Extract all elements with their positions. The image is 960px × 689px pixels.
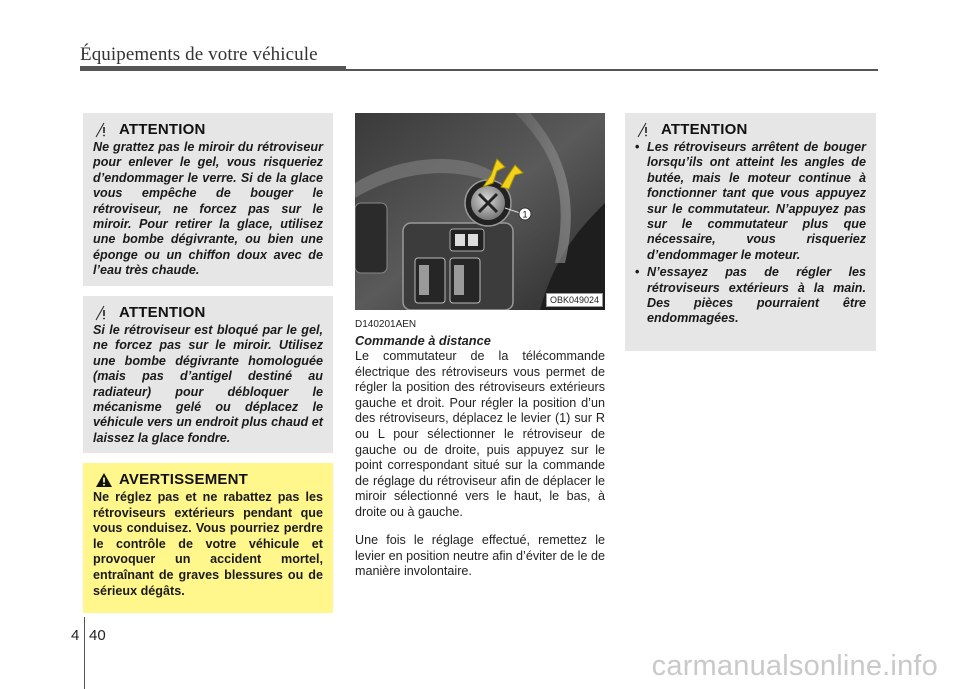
attention-bullet: • Les rétroviseurs arrêtent de bouger lorsqu’ils ont atteint les angles de butée, mais le moteur continue à fonctionner tant que vous appuyez sur le commutateur. N’appuyez pas sur le commutateur plus que nécessaire, vous risqueriez d’endommager le moteur. — [635, 140, 866, 263]
section-paragraph-2: Une fois le réglage effectué, remettez le levier en position neutre afin d’éviter de le de manière involontaire. — [355, 533, 605, 579]
attention-box-motor — [625, 113, 876, 351]
section-code: D140201AEN — [355, 319, 417, 330]
page-header-title: Équipements de votre véhicule — [80, 44, 318, 65]
attention-box-frozen — [83, 296, 333, 453]
attention-title: ATTENTION — [119, 304, 206, 321]
header-rule-thin — [346, 69, 878, 71]
attention-header — [95, 121, 323, 138]
warning-box — [83, 463, 333, 613]
footer-page-number: 40 — [89, 627, 106, 644]
door-panel-illustration — [355, 113, 605, 310]
attention-box-scraping — [83, 113, 333, 286]
attention-bullet: • N’essayez pas de régler les rétroviseurs extérieurs à la main. Des pièces pourraient être endommagées. — [635, 265, 866, 327]
warning-header — [95, 471, 323, 488]
watermark: carmanualsonline.info — [651, 650, 938, 682]
warning-title: AVERTISSEMENT — [119, 471, 249, 488]
attention-text: Si le rétroviseur est bloqué par le gel, ne forcez pas sur le miroir. Utilisez une bombe dégivrante homologuée (mais pas d’antigel destiné au radiateur) pour débloquer le mécanisme gelé ou déplacez le véhicule vers un endroit plus chaud et laissez la glace fondre. — [93, 323, 323, 445]
mirror-control-photo — [355, 113, 605, 310]
section-heading: Commande à distance — [355, 333, 491, 348]
attention-title: ATTENTION — [661, 121, 748, 138]
callout-number-1: 1 — [522, 209, 528, 220]
attention-header — [637, 121, 866, 138]
figure-code: OBK049024 — [546, 293, 603, 307]
attention-title: ATTENTION — [119, 121, 206, 138]
warning-text: Ne réglez pas et ne rabattez pas les rétroviseurs extérieurs pendant que vous conduisez. Vous pourriez perdre le contrôle de votre véhicule et provoquer un accident mortel, entraînant de graves blessures ou de sérieux dégâts. — [93, 490, 323, 598]
warning-triangle-icon — [95, 472, 113, 488]
caution-triangle-icon — [95, 305, 113, 321]
attention-bullet-list — [635, 140, 866, 327]
attention-header — [95, 304, 323, 321]
footer-chapter-number: 4 — [71, 627, 80, 644]
attention-text: Ne grattez pas le miroir du rétroviseur pour enlever le gel, vous risqueriez d’endommager le verre. Si de la glace vous empêche de bouger le rétroviseur, ne forcez pas sur le miroir. Pour retirer la glace, utilisez une bombe dégivrante, ou bien une éponge ou un chiffon doux avec de l’eau très chaude. — [93, 140, 323, 278]
footer-divider — [84, 617, 85, 689]
section-paragraph-1: Le commutateur de la télécommande électrique des rétroviseurs vous permet de régler la position des rétroviseurs extérieurs gauche et droit. Pour régler la position d’un des rétroviseurs, déplacez le levier (1) sur R ou L pour sélectionner le rétroviseur de gauche ou de droite, puis appuyez sur le point correspondant situé sur la commande de réglage du rétroviseur afin de déplacer le miroir sélectionné vers le haut, le bas, à droite ou à gauche. — [355, 349, 605, 519]
header-rule-thick — [80, 66, 346, 71]
caution-triangle-icon — [637, 122, 655, 138]
caution-triangle-icon — [95, 122, 113, 138]
